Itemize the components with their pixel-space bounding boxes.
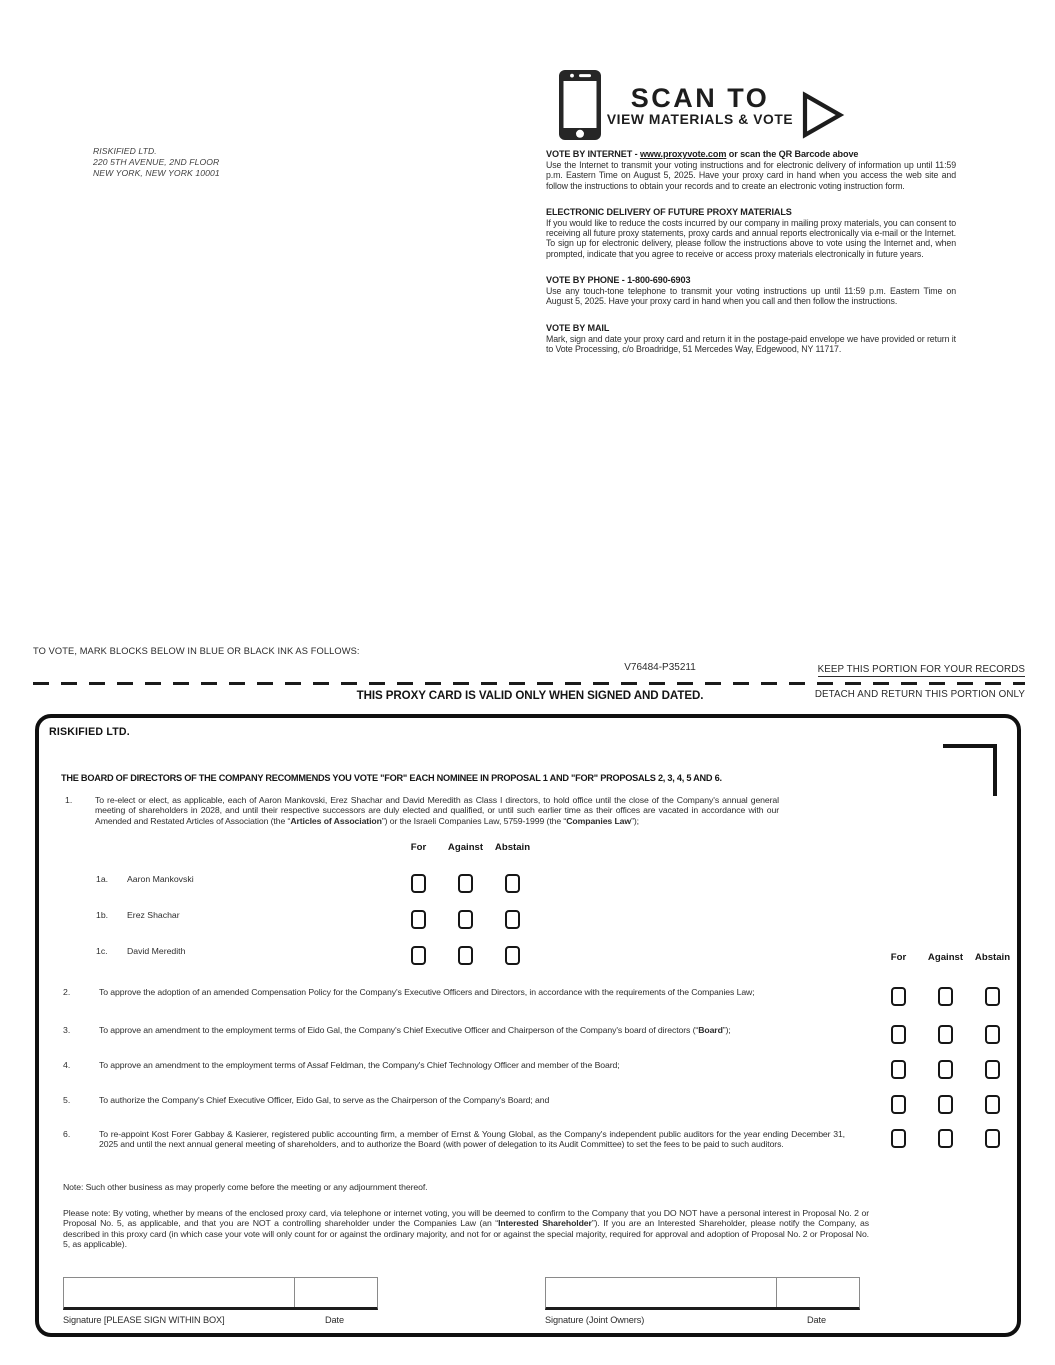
checkbox-4-against[interactable]: [938, 1060, 953, 1079]
sender-line: 220 5TH AVENUE, 2ND FLOOR: [93, 157, 220, 167]
sender-line: RISKIFIED LTD.: [93, 146, 157, 156]
proposal-1-number: 1.: [65, 795, 73, 805]
checkbox-1b-against[interactable]: [458, 910, 473, 929]
proposal-2-number: 2.: [63, 987, 71, 997]
signature-box-joint[interactable]: [545, 1277, 860, 1310]
vote-options-header-proposals: [875, 952, 1016, 963]
date-joint-label: Date: [807, 1315, 827, 1325]
sender-line: NEW YORK, NEW YORK 10001: [93, 168, 220, 178]
proposal-4: [63, 1060, 1016, 1070]
electronic-delivery-section: [546, 207, 956, 259]
smartphone-icon: [558, 69, 602, 141]
scan-banner-title: SCAN TO: [630, 83, 770, 113]
control-number: V76484-P35211: [624, 662, 696, 673]
checkbox-1c-for[interactable]: [411, 946, 426, 965]
nominee-1a-vote-cells: [395, 874, 536, 893]
checkbox-6-against[interactable]: [938, 1129, 953, 1148]
detach-dashed-line: [33, 682, 1025, 685]
vote-by-internet-section: [546, 149, 956, 191]
vote-option-abstain-label: Abstain: [494, 842, 531, 853]
proposal-3-text: To approve an amendment to the employment terms of Eido Gal, the Company's Chief Executive Officer and Chairperson of the Company's board of directors (“Board”);: [99, 1025, 731, 1035]
proposal-6-text: To re-appoint Kost Forer Gabbay & Kasierer, registered public accounting firm, a member of Ernst & Young Global, as the Company's independent public auditors for the year ending December 31, 2025 and until the next annual general meeting of shareholders, and to authorize the Board (with power of delegation to its Audit Committee) to set the fees to be paid to such auditors.: [99, 1129, 845, 1150]
vote-option-against-label: Against: [927, 952, 964, 963]
checkbox-5-against[interactable]: [938, 1095, 953, 1114]
vote-option-abstain-label: Abstain: [974, 952, 1011, 963]
vote-by-mail-heading: VOTE BY MAIL: [546, 322, 610, 333]
proposal-5-text: To authorize the Company's Chief Executive Officer, Eido Gal, to serve as the Chairperson of the Company's Board; and: [99, 1095, 550, 1105]
nominee-1b-vote-cells: [395, 910, 536, 929]
triangle-arrow-right-icon: [801, 91, 845, 139]
interested-shareholder-note: Please note: By voting, whether by means of the enclosed proxy card, via telephone or internet voting, you will be deemed to confirm to the Company that you DO NOT have a personal interest in Proposal No. 2 or Proposal No. 5, as applicable, and that you are NOT a controlling shareholder under the Companies Law (an “Interested Shareholder”). If you are an Interested Shareholder, please notify the Company, as described in this proxy card (in which case your vote will only count for or against the ordinary majority, and not for or against the special majority, required for approval and adoption of Proposal No. 2 or Proposal No. 5, as applicable).: [63, 1208, 869, 1249]
vote-by-internet-body: Use the Internet to transmit your voting instructions and for electronic delivery of information up until 11:59 p.m. Eastern Time on August 5, 2025. Have your proxy card in hand when you access the web site and follow the instructions to obtain your records and to create an electronic voting instruction form.: [546, 160, 956, 191]
vote-by-internet-heading: VOTE BY INTERNET - www.proxyvote.com or scan the QR Barcode above: [546, 149, 859, 159]
nominee-row-1a: [96, 874, 596, 891]
checkbox-3-for[interactable]: [891, 1025, 906, 1044]
vote-by-phone-section: [546, 275, 956, 307]
proposal-1: [65, 795, 779, 826]
date-box-divider: [294, 1278, 295, 1307]
vote-by-mail-body: Mark, sign and date your proxy card and return it in the postage-paid envelope we have provided or return it to Vote Processing, c/o Broadridge, 51 Mercedes Way, Edgewood, NY 11717.: [546, 333, 956, 354]
vote-option-for-label: For: [410, 842, 427, 853]
proposal-6-vote-cells: [875, 1129, 1016, 1148]
proposal-3-vote-cells: [875, 1025, 1016, 1044]
nominee-1c-id: 1c.: [96, 946, 108, 956]
card-company-name: RISKIFIED LTD.: [49, 726, 130, 738]
checkbox-1b-for[interactable]: [411, 910, 426, 929]
checkbox-3-against[interactable]: [938, 1025, 953, 1044]
voting-instructions: [546, 149, 956, 370]
nominee-1a-id: 1a.: [96, 874, 109, 884]
checkbox-4-for[interactable]: [891, 1060, 906, 1079]
date-box-divider: [776, 1278, 777, 1307]
proxy-card: [35, 714, 1021, 1337]
vote-by-phone-body: Use any touch-tone telephone to transmit your voting instructions up until 11:59 p.m. Eastern Time on August 5, 2025. Have your proxy card in hand when you call and then follow the instructions.: [546, 286, 956, 307]
detach-return-notice: DETACH AND RETURN THIS PORTION ONLY: [814, 689, 1025, 700]
date-primary-label: Date: [325, 1315, 345, 1325]
vote-option-against-label: Against: [447, 842, 484, 853]
vote-option-for-label: For: [890, 952, 907, 963]
nominee-1a-name: Aaron Mankovski: [127, 874, 194, 884]
checkbox-2-for[interactable]: [891, 987, 906, 1006]
nominee-row-1b: [96, 910, 596, 927]
proposal-4-text: To approve an amendment to the employment terms of Assaf Feldman, the Company's Chief Technology Officer and member of the Board;: [99, 1060, 620, 1070]
board-recommendation: THE BOARD OF DIRECTORS OF THE COMPANY RECOMMENDS YOU VOTE "FOR" EACH NOMINEE IN PROPOSAL 1 AND "FOR" PROPOSALS 2, 3, 4, 5 AND 6.: [61, 773, 722, 783]
signature-primary-label: Signature [PLEASE SIGN WITHIN BOX]: [63, 1315, 225, 1325]
proposal-4-number: 4.: [63, 1060, 71, 1070]
proposal-1-text: To re-elect or elect, as applicable, each of Aaron Mankovski, Erez Shachar and David Meredith as Class I directors, to hold office until the close of the Company's annual general meeting of shareholders in 2028, and until their respective successors are duly elected and qualified, or until such earlier time as their offices are vacated in accordance with our Amended and Restated Articles of Association (the “Articles of Association”) or the Israeli Companies Law, 5759-1999 (the “Companies Law”);: [95, 795, 779, 826]
checkbox-1c-abstain[interactable]: [505, 946, 520, 965]
checkbox-1a-abstain[interactable]: [505, 874, 520, 893]
checkbox-1b-abstain[interactable]: [505, 910, 520, 929]
checkbox-2-against[interactable]: [938, 987, 953, 1006]
proposal-4-vote-cells: [875, 1060, 1016, 1079]
scan-banner: [599, 84, 801, 127]
checkbox-4-abstain[interactable]: [985, 1060, 1000, 1079]
nominee-1c-name: David Meredith: [127, 946, 186, 956]
proposal-2-vote-cells: [875, 987, 1016, 1006]
proposal-5: [63, 1095, 1016, 1105]
vote-by-mail-section: [546, 323, 956, 355]
checkbox-1a-against[interactable]: [458, 874, 473, 893]
electronic-delivery-heading: ELECTRONIC DELIVERY OF FUTURE PROXY MATERIALS: [546, 206, 792, 217]
scan-banner-subtitle: VIEW MATERIALS & VOTE: [606, 112, 794, 127]
checkbox-2-abstain[interactable]: [985, 987, 1000, 1006]
proposal-3-number: 3.: [63, 1025, 71, 1035]
vote-options-header-nominees: [395, 842, 536, 853]
proposal-3: [63, 1025, 1016, 1035]
signature-joint-label: Signature (Joint Owners): [545, 1315, 645, 1325]
valid-when-signed-notice: THIS PROXY CARD IS VALID ONLY WHEN SIGNED AND DATED.: [356, 689, 704, 702]
nominee-1b-name: Erez Shachar: [127, 910, 180, 920]
checkbox-1a-for[interactable]: [411, 874, 426, 893]
proposal-6-number: 6.: [63, 1129, 71, 1139]
mark-blocks-instruction: TO VOTE, MARK BLOCKS BELOW IN BLUE OR BLACK INK AS FOLLOWS:: [33, 646, 360, 656]
nominee-row-1c: [96, 946, 596, 963]
electronic-delivery-body: If you would like to reduce the costs incurred by our company in mailing proxy materials, you can consent to receiving all future proxy statements, proxy cards and annual reports electronically via e-mail or the Internet. To sign up for electronic delivery, please follow the instructions above to vote using the Internet and, when prompted, indicate that you agree to receive or access proxy materials electronically in future years.: [546, 217, 956, 259]
proposal-5-number: 5.: [63, 1095, 71, 1105]
nominee-1b-id: 1b.: [96, 910, 109, 920]
checkbox-5-abstain[interactable]: [985, 1095, 1000, 1114]
other-business-note: Note: Such other business as may properly come before the meeting or any adjournment thereof.: [63, 1182, 428, 1192]
checkbox-1c-against[interactable]: [458, 946, 473, 965]
checkbox-5-for[interactable]: [891, 1095, 906, 1114]
proposal-2: [63, 987, 1016, 997]
keep-portion-notice: KEEP THIS PORTION FOR YOUR RECORDS: [817, 664, 1025, 675]
checkbox-6-for[interactable]: [891, 1129, 906, 1148]
proposal-2-text: To approve the adoption of an amended Compensation Policy for the Company's Executive Officers and Directors, in accordance with the requirements of the Companies Law;: [99, 987, 755, 997]
checkbox-6-abstain[interactable]: [985, 1129, 1000, 1148]
corner-registration-mark: [943, 744, 997, 796]
nominee-1c-vote-cells: [395, 946, 536, 965]
proposal-5-vote-cells: [875, 1095, 1016, 1114]
checkbox-3-abstain[interactable]: [985, 1025, 1000, 1044]
vote-by-phone-heading: VOTE BY PHONE - 1-800-690-6903: [546, 275, 691, 286]
proposal-6: [63, 1129, 1016, 1150]
signature-box-primary[interactable]: [63, 1277, 378, 1310]
sender-address: [93, 146, 220, 179]
